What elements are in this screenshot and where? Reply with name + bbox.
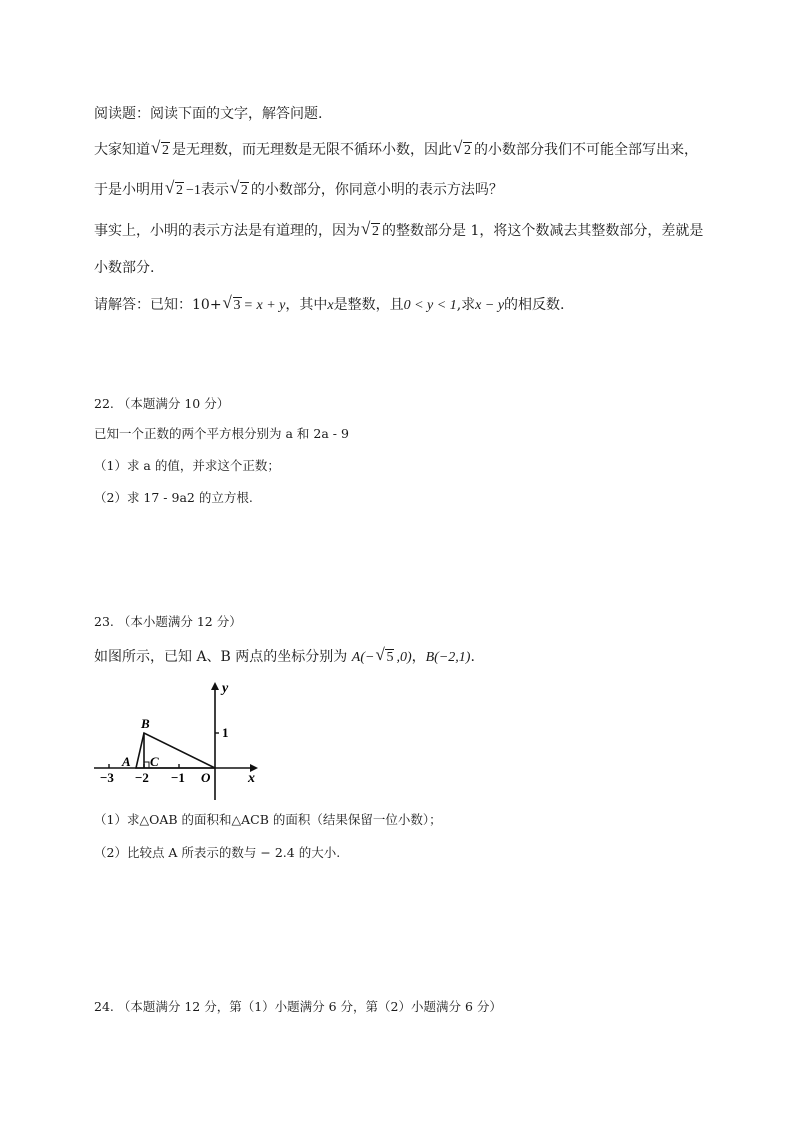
q23-stem: 如图所示，已知 A、B 两点的坐标分别为 A(−√ 5 ,0)，B(−2,1). — [94, 647, 475, 668]
coord-a: A(−√ 5 ,0) — [352, 650, 412, 665]
tick-label-neg1: −1 — [171, 770, 185, 785]
sqrt-2: √ 2 — [231, 181, 249, 201]
text: 请解答：已知：10+ — [94, 297, 222, 313]
reading-heading — [94, 104, 322, 124]
minus-one: −1 — [186, 183, 201, 198]
coord-b: B(−2,1) — [425, 650, 471, 665]
text: 的小数部分我们不可能全部写出来， — [474, 142, 698, 158]
text: 事实上，小明的表示方法是有道理的，因为 — [94, 223, 360, 239]
reading-paragraph-3 — [94, 221, 703, 242]
text: ，其中 — [285, 297, 328, 313]
text: 于是小明用 — [94, 182, 164, 198]
label-x: x — [248, 771, 255, 786]
equation: = x + y — [243, 298, 286, 313]
sqrt-3: √ 3 — [224, 296, 242, 316]
reading-task — [94, 295, 564, 316]
inequality: 0 < y < 1 — [403, 298, 457, 313]
reading-paragraph-1 — [94, 140, 698, 161]
label-y: y — [222, 681, 229, 696]
triangle-oab — [136, 733, 215, 768]
q22-stem: 已知一个正数的两个平方根分别为 a 和 2a - 9 — [94, 426, 349, 441]
label-a: A — [122, 754, 131, 769]
sqrt-2: √ 2 — [454, 141, 472, 161]
q22-part2: （2）求 17 - 9a2 的立方根. — [94, 490, 253, 505]
expression-x-minus-y: x − y — [475, 298, 505, 313]
q23-part1: （1）求△OAB 的面积和△ACB 的面积（结果保留一位小数）； — [94, 812, 442, 827]
text: 是整数，且 — [333, 297, 404, 313]
text: 是无理数，而无理数是无限不循环小数，因此 — [172, 142, 452, 158]
tick-label-y1: 1 — [222, 725, 229, 740]
q24-header: 24. （本题满分 12 分，第（1）小题满分 6 分，第（2）小题满分 6 分） — [94, 999, 502, 1014]
q22-part1: （1）求 a 的值，并求这个正数； — [94, 458, 280, 473]
text: 的小数部分，你同意小明的表示方法吗？ — [250, 182, 503, 198]
sqrt-5: √ 5 — [376, 648, 394, 668]
reading-paragraph-2 — [94, 180, 503, 201]
label-o: O — [201, 770, 211, 785]
sqrt-2: √ 2 — [362, 222, 380, 242]
var-x: x — [327, 298, 334, 313]
q23-part2: （2）比较点 A 所表示的数与 − 2.4 的大小. — [94, 845, 341, 860]
y-axis-arrow — [211, 682, 219, 690]
text: 小数部分. — [94, 260, 155, 276]
text: 表示 — [200, 182, 229, 198]
text: 大家知道 — [94, 142, 150, 158]
reading-paragraph-4 — [94, 258, 154, 278]
label-b: B — [141, 716, 150, 731]
tick-label-neg3: −3 — [100, 770, 114, 785]
tick-label-neg2: −2 — [135, 770, 149, 785]
coordinate-figure — [90, 676, 270, 806]
text: 的相反数. — [504, 297, 565, 313]
text: ,求 — [456, 297, 476, 313]
sqrt-2: √ 2 — [166, 181, 184, 201]
text: 的整数部分是 1，将这个数减去其整数部分，差就是 — [382, 223, 704, 239]
reading-heading-text: 阅读题：阅读下面的文字，解答问题. — [94, 106, 323, 122]
q23-header: 23. （本小题满分 12 分） — [94, 614, 242, 629]
sqrt-2: √ 2 — [152, 141, 170, 161]
label-c: C — [150, 754, 159, 769]
q22-header: 22. （本题满分 10 分） — [94, 396, 230, 411]
